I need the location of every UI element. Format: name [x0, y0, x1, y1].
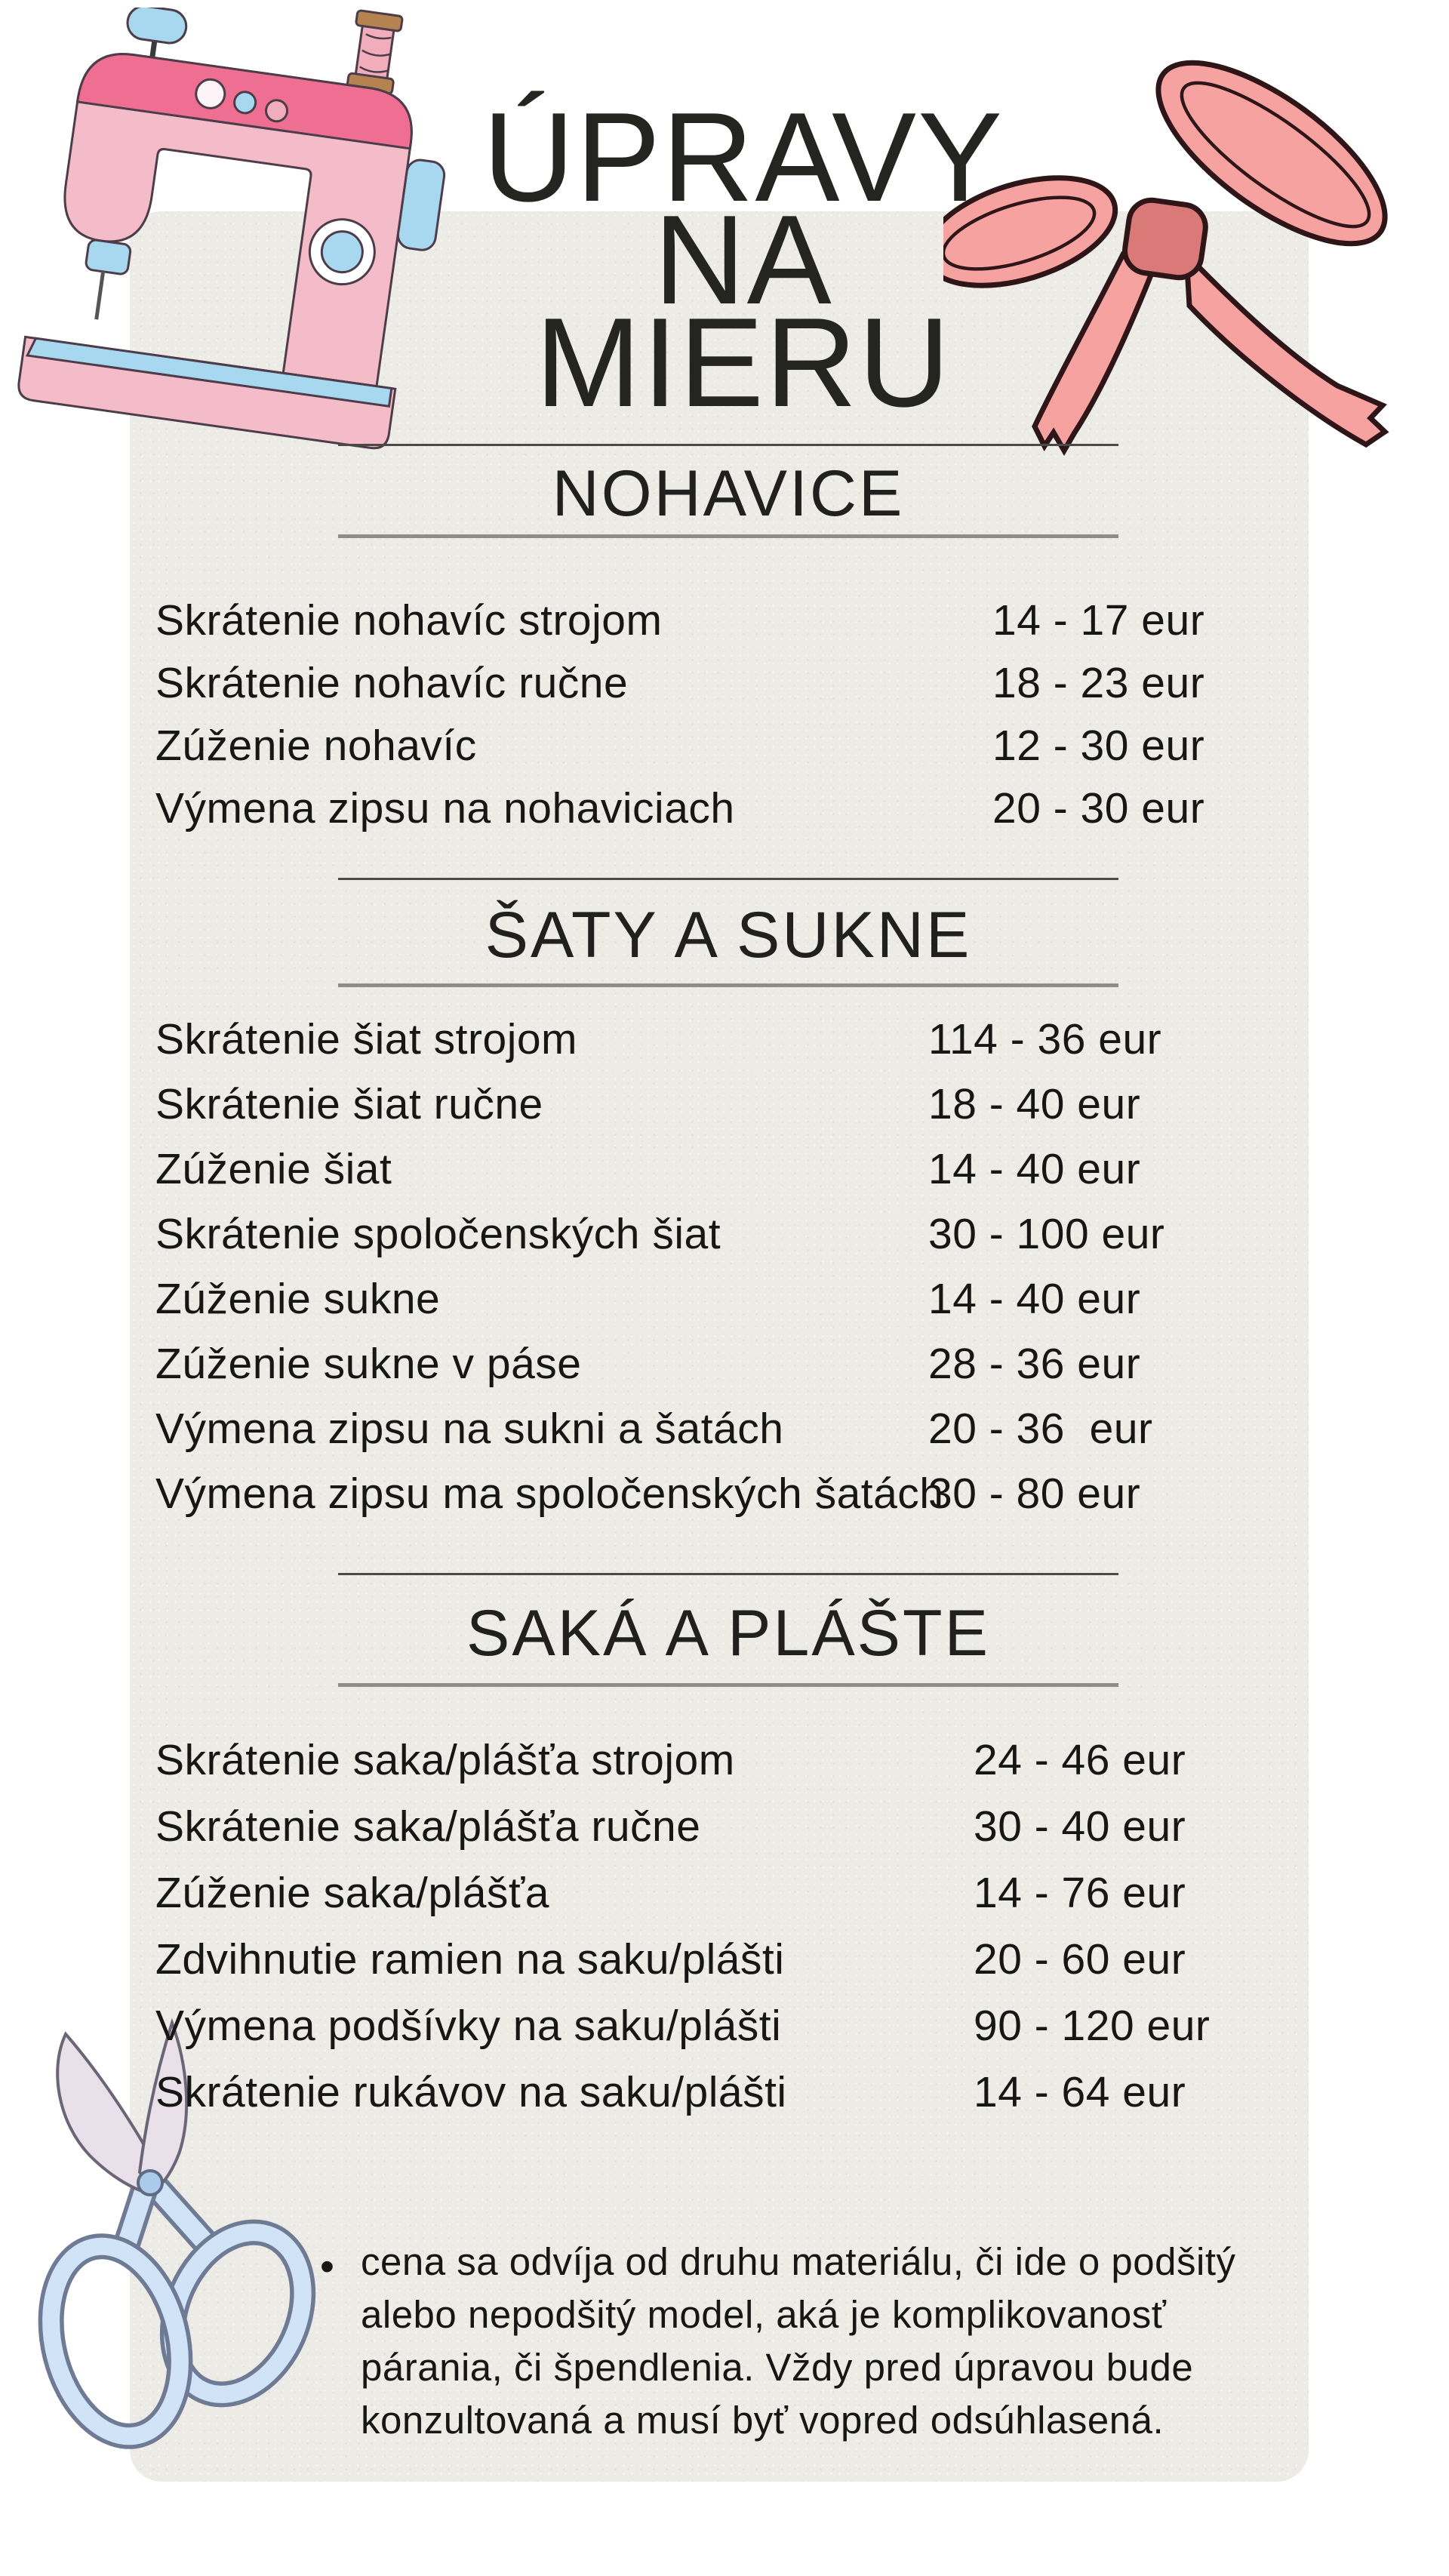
footnote: [361, 2236, 1236, 2447]
price-row: [155, 786, 1318, 831]
price-row: [155, 1737, 1318, 1783]
price-row: [155, 1211, 1318, 1257]
service-price: 30 - 100 eur: [928, 1210, 1165, 1258]
service-label: Zúženie šiat: [155, 1145, 392, 1193]
title-line: MIERU: [535, 291, 952, 433]
divider-line: [338, 444, 1118, 446]
service-label: Skrátenie nohavíc strojom: [155, 596, 663, 645]
footnote-line: alebo nepodšitý model, aká je komplikovanosť: [361, 2293, 1167, 2336]
title-line: ÚPRAVY: [482, 86, 1004, 228]
service-price: 14 - 76 eur: [974, 1869, 1186, 1917]
service-price: 114 - 36 eur: [928, 1015, 1162, 1063]
service-label: Skrátenie šiat strojom: [155, 1015, 578, 1063]
service-label: Skrátenie spoločenských šiat: [155, 1210, 721, 1258]
section-title: ŠATY A SUKNE: [485, 899, 972, 971]
service-label: Zúženie sukne: [155, 1275, 441, 1323]
footnote-line: cena sa odvíja od druhu materiálu, či ide o podšitý: [361, 2240, 1236, 2283]
divider-line: [338, 1573, 1118, 1575]
divider-line: [338, 534, 1118, 538]
service-label: Skrátenie šiat ručne: [155, 1080, 543, 1128]
price-row: [155, 1870, 1318, 1916]
service-label: Výmena podšívky na saku/plášti: [155, 2002, 782, 2050]
service-price: 18 - 23 eur: [992, 659, 1205, 707]
section-header-saty-a-sukne: [338, 878, 1118, 983]
service-label: Zúženie nohavíc: [155, 722, 477, 770]
section-header-saka-a-plaste: [338, 1573, 1118, 1683]
page-title: [0, 86, 1449, 433]
note-bullet: •: [320, 2244, 334, 2289]
service-price: 30 - 80 eur: [928, 1470, 1141, 1518]
price-row: [155, 1017, 1318, 1062]
service-price: 20 - 36 eur: [928, 1405, 1153, 1453]
service-label: Skrátenie saka/plášťa strojom: [155, 1736, 735, 1784]
service-price: 20 - 30 eur: [992, 784, 1205, 833]
service-price: 12 - 30 eur: [992, 722, 1205, 770]
price-row: [155, 1804, 1318, 1849]
service-price: 14 - 40 eur: [928, 1145, 1141, 1193]
service-label: Zúženie saka/plášťa: [155, 1869, 549, 1917]
price-row: [155, 723, 1318, 768]
price-row: [155, 1341, 1318, 1386]
service-label: Výmena zipsu na sukni a šatách: [155, 1405, 784, 1453]
price-row: [155, 1082, 1318, 1127]
footnote-line: konzultovaná a musí byť vopred odsúhlasená.: [361, 2399, 1164, 2442]
service-price: 90 - 120 eur: [974, 2002, 1211, 2050]
price-list-saka-a-plaste: [155, 1737, 1318, 2136]
price-row: [155, 2070, 1318, 2115]
title-line: NA: [654, 189, 833, 331]
service-label: Zdvihnutie ramien na saku/plášti: [155, 1935, 785, 1984]
price-list-nohavice: [155, 598, 1318, 848]
section-title: NOHAVICE: [552, 457, 905, 530]
price-row: [155, 2003, 1318, 2048]
service-label: Skrátenie nohavíc ručne: [155, 659, 629, 707]
service-price: 18 - 40 eur: [928, 1080, 1141, 1128]
service-label: Výmena zipsu ma spoločenských šatách: [155, 1470, 944, 1518]
section-header-nohavice: [338, 444, 1118, 534]
divider-line: [338, 983, 1118, 987]
service-label: Zúženie sukne v páse: [155, 1340, 582, 1388]
service-label: Skrátenie rukávov na saku/plášti: [155, 2068, 787, 2116]
price-row: [155, 660, 1318, 706]
service-price: 20 - 60 eur: [974, 1935, 1186, 1984]
service-price: 24 - 46 eur: [974, 1736, 1186, 1784]
price-row: [155, 1276, 1318, 1322]
footnote-line: párania, či špendlenia. Vždy pred úpravou bude: [361, 2346, 1194, 2389]
service-price: 14 - 17 eur: [992, 596, 1205, 645]
price-row: [155, 1937, 1318, 1982]
service-label: Skrátenie saka/plášťa ručne: [155, 1802, 701, 1851]
price-row: [155, 1406, 1318, 1451]
service-price: 14 - 64 eur: [974, 2068, 1186, 2116]
price-row: [155, 1471, 1318, 1516]
divider-line: [338, 1683, 1118, 1687]
price-list-saty-a-sukne: [155, 1017, 1318, 1536]
price-row: [155, 598, 1318, 643]
price-row: [155, 1146, 1318, 1192]
section-title: SAKÁ A PLÁŠTE: [466, 1597, 990, 1670]
divider-line: [338, 878, 1118, 880]
service-price: 30 - 40 eur: [974, 1802, 1186, 1851]
service-label: Výmena zipsu na nohaviciach: [155, 784, 735, 833]
service-price: 14 - 40 eur: [928, 1275, 1141, 1323]
service-price: 28 - 36 eur: [928, 1340, 1141, 1388]
